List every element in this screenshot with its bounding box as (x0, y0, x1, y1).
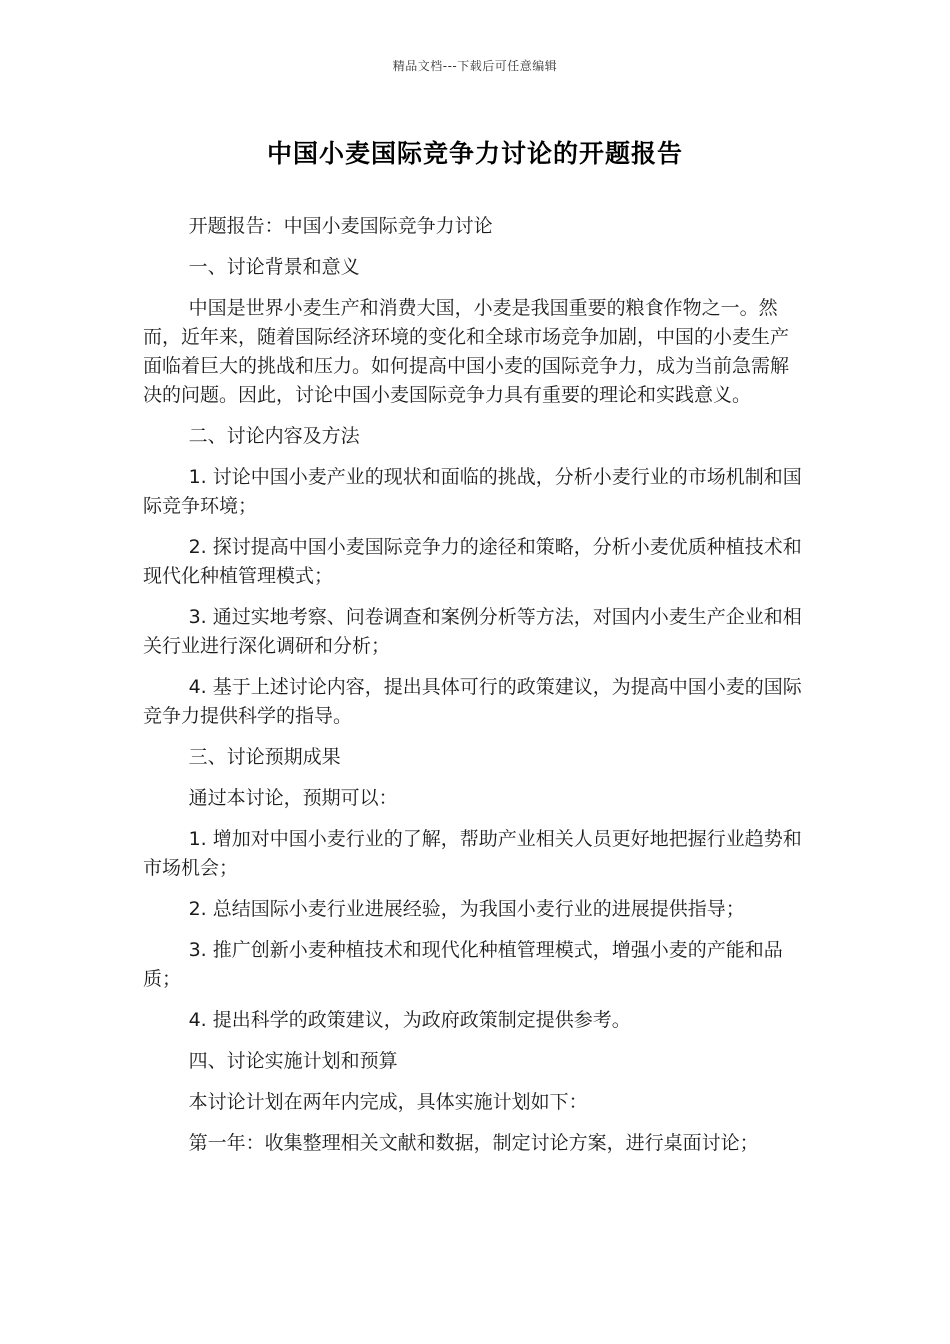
content-item-2: 2. 探讨提高中国小麦国际竞争力的途径和策略，分析小麦优质种植技术和现代化种植管理模式； (143, 536, 802, 587)
content-item-4: 4. 基于上述讨论内容，提出具体可行的政策建议，为提高中国小麦的国际竞争力提供科学的指导。 (143, 676, 802, 727)
outcome-item-3: 3. 推广创新小麦种植技术和现代化种植管理模式，增强小麦的产能和品质； (143, 939, 783, 990)
section-heading-outcomes: 三、讨论预期成果 (188, 746, 341, 768)
background-paragraph: 中国是世界小麦生产和消费大国，小麦是我国重要的粮食作物之一。然而，近年来，随着国际经济环境的变化和全球市场竞争加剧，中国的小麦生产面临着巨大的挑战和压力。如何提高中国小麦的国际竞争力，成为当前急需解决的问题。因此，讨论中国小麦国际竞争力具有重要的理论和实践意义。 (143, 297, 790, 406)
section-heading-background: 一、讨论背景和意义 (188, 256, 360, 278)
content-item-1: 1. 讨论中国小麦产业的现状和面临的挑战，分析小麦行业的市场机制和国际竞争环境； (143, 466, 802, 517)
content-item-3: 3. 通过实地考察、问卷调查和案例分析等方法，对国内小麦生产企业和相关行业进行深化调研和分析； (143, 606, 802, 657)
document-title: 中国小麦国际竞争力讨论的开题报告 (266, 139, 683, 168)
document-body (143, 212, 803, 1170)
outcome-item-4: 4. 提出科学的政策建议，为政府政策制定提供参考。 (188, 1009, 631, 1031)
section-heading-plan-budget: 四、讨论实施计划和预算 (188, 1050, 398, 1072)
header-note: 精品文档---下载后可任意编辑 (392, 59, 558, 73)
section-heading-content-methods: 二、讨论内容及方法 (188, 425, 360, 447)
outcome-item-1: 1. 增加对中国小麦行业的了解，帮助产业相关人员更好地把握行业趋势和市场机会； (143, 828, 802, 879)
outcomes-intro: 通过本讨论，预期可以： (188, 787, 398, 809)
outcome-item-2: 2. 总结国际小麦行业进展经验，为我国小麦行业的进展提供指导； (188, 898, 745, 920)
plan-intro: 本讨论计划在两年内完成，具体实施计划如下： (188, 1091, 588, 1113)
intro-line: 开题报告：中国小麦国际竞争力讨论 (188, 215, 493, 237)
plan-year-1: 第一年：收集整理相关文献和数据，制定讨论方案，进行桌面讨论； (188, 1132, 759, 1154)
